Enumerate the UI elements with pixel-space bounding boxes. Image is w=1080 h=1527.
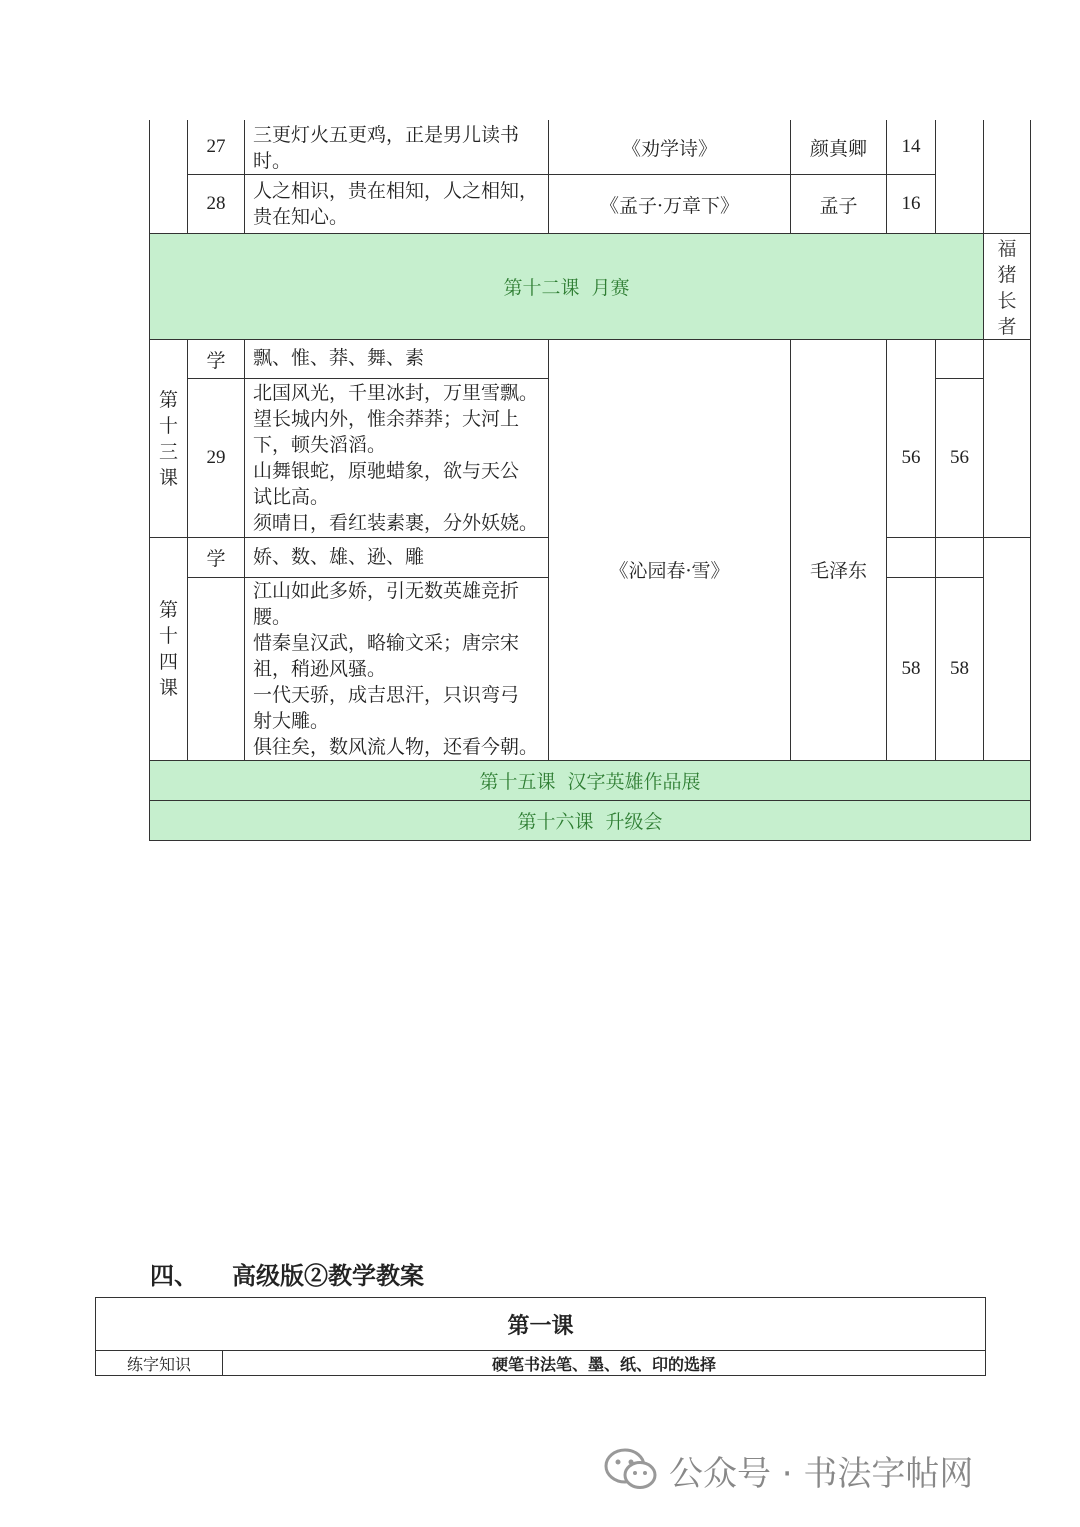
- lesson14-line: 射大雕。: [253, 710, 330, 732]
- section-number: 四、: [150, 1261, 198, 1290]
- row-28-no: 28: [206, 193, 226, 214]
- lesson13-count2: 56: [950, 447, 969, 468]
- lesson13-learn-label: 学: [206, 349, 226, 372]
- lesson14-line: 江山如此多娇，引无数英雄竞折: [253, 580, 520, 602]
- row-27-count: 14: [901, 136, 921, 157]
- lesson14-line: 祖，稍逊风骚。: [253, 658, 387, 680]
- lesson13-text: [253, 380, 548, 536]
- lesson13-line: 望长城内外，惟余莽莽；大河上: [253, 408, 520, 430]
- lesson-plan-header: 第一课: [507, 1312, 574, 1339]
- lesson13-line: 须晴日，看红装素裹，分外妖娆。: [253, 512, 539, 534]
- lesson13-line: 山舞银蛇，原驰蜡象，欲与天公: [253, 460, 520, 482]
- row-28-text: 人之相识，贵在相知，人之相知，贵在知心。: [253, 180, 539, 228]
- lesson13-learn-chars: 飘、惟、莽、舞、素: [253, 347, 425, 369]
- lesson14-text: [253, 578, 548, 760]
- lesson14-line: 俱往矣，数风流人物，还看今朝。: [253, 736, 539, 758]
- lesson14-learn-chars: 娇、数、雄、逊、雕: [253, 546, 425, 568]
- row-27-no: 27: [206, 136, 226, 157]
- lesson13-no: 29: [206, 447, 226, 468]
- lesson14-line: 惜秦皇汉武，略输文采；唐宗宋: [253, 632, 520, 654]
- watermark-text: 公众号 · 书法字帖网: [669, 1453, 974, 1494]
- row-28-count: 16: [901, 193, 921, 214]
- lesson-plan-row-value: 硬笔书法笔、墨、纸、印的选择: [491, 1354, 716, 1374]
- lesson14-learn-label: 学: [206, 548, 226, 570]
- lesson14-count2: 58: [950, 658, 969, 679]
- lesson14-label-cell: [150, 538, 187, 760]
- lesson14-label: 第十四课: [158, 599, 178, 699]
- shared-author: 毛泽东: [809, 560, 867, 582]
- lesson-plan-row-label: 练字知识: [126, 1354, 191, 1374]
- lesson14-count1: 58: [901, 658, 921, 679]
- lesson13-label-cell: [150, 340, 187, 537]
- watermark: [603, 1445, 1033, 1495]
- lesson13-line: 试比高。: [253, 486, 330, 508]
- lesson13-count1: 56: [901, 447, 921, 468]
- shared-source: 《沁园春·雪》: [609, 560, 730, 582]
- row-28-source: 《孟子·万章下》: [599, 194, 740, 217]
- lesson13-line: 北国风光，千里冰封，万里雪飘。: [253, 382, 539, 404]
- lesson16-title: 第十六课 升级会: [517, 811, 663, 833]
- wechat-icon: [603, 1447, 659, 1493]
- lesson14-line: 腰。: [253, 606, 292, 628]
- row-27-text: 三更灯火五更鸡，正是男儿读书时。: [253, 124, 520, 172]
- row-27-source: 《劝学诗》: [621, 137, 717, 160]
- lesson15-title: 第十五课 汉字英雄作品展: [479, 771, 701, 793]
- row-27-author: 颜真卿: [809, 137, 867, 160]
- row-28-author: 孟子: [819, 194, 858, 217]
- lesson13-label: 第十三课: [158, 388, 178, 489]
- lesson12-title: 第十二课 月赛: [503, 277, 630, 299]
- lesson13-line: 下，顿失滔滔。: [253, 434, 387, 456]
- lesson12-side-cell: [984, 234, 1030, 339]
- lesson12-side-label: 福猪长者: [997, 238, 1017, 338]
- section-title: 高级版②教学教案: [232, 1261, 424, 1290]
- lesson14-line: 一代天骄，成吉思汗，只识弯弓: [253, 684, 520, 706]
